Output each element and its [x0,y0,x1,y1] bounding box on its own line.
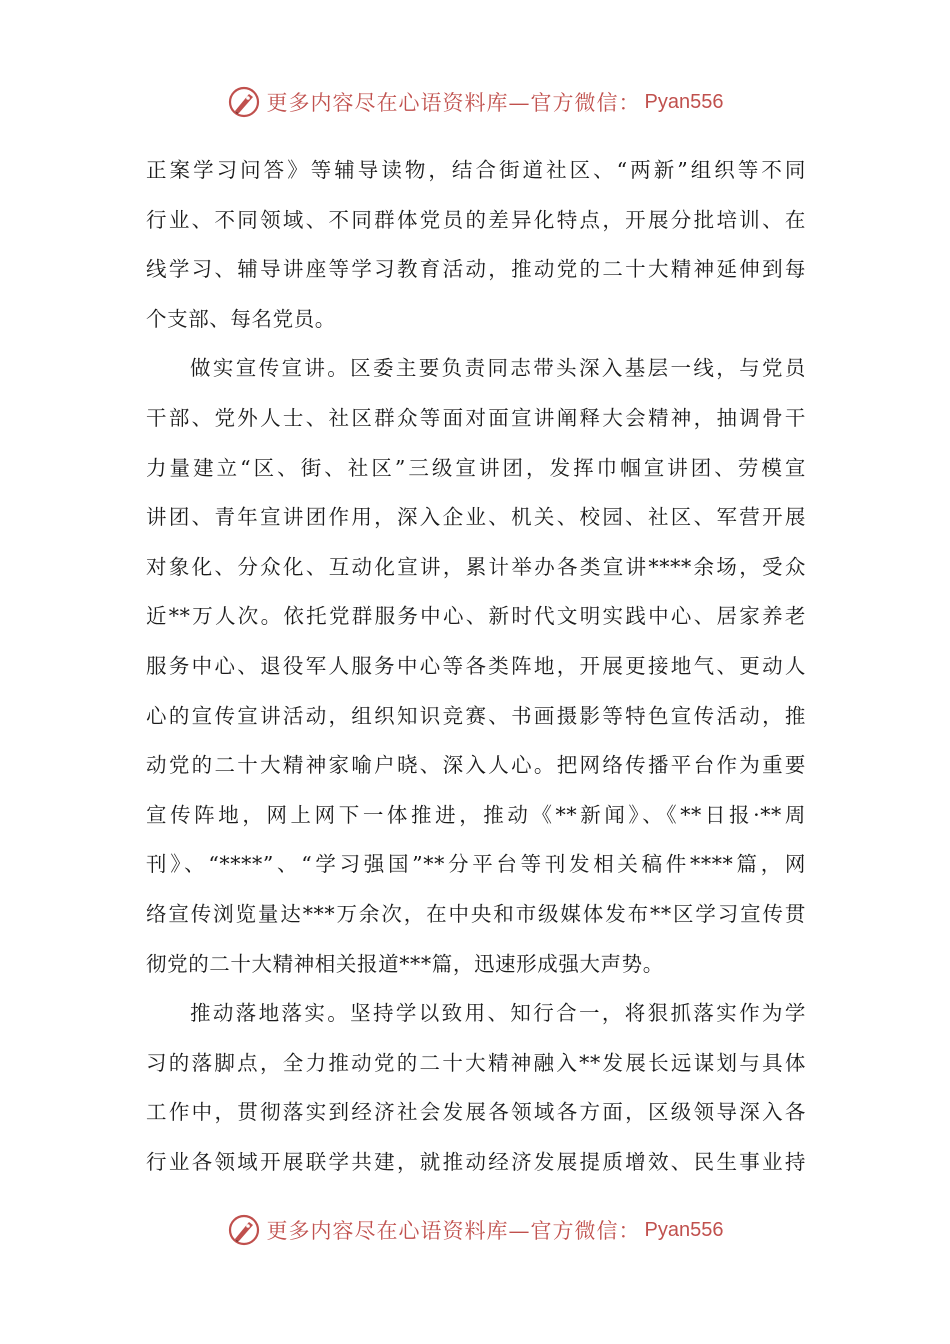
text-line: 个支部、每名党员。 [146,306,336,331]
text-line: 做实宣传宣讲。区委主要负责同志带头深入基层一线，与党员 [190,356,806,381]
text-line: 讲团、青年宣讲团作用，深入企业、机关、校园、社区、军营开展 [146,505,806,530]
text-line: 正案学习问答》等辅导读物，结合街道社区、“两新”组织等不同 [146,158,806,182]
text-line: 对象化、分众化、互动化宣讲，累计举办各类宣讲****余场，受众 [146,554,806,579]
text-line: 推动落地落实。坚持学以致用、知行合一，将狠抓落实作为学 [190,1001,806,1026]
text-line: 工作中，贯彻落实到经济社会发展各领域各方面，区级领导深入各 [146,1100,806,1125]
text-line: 行业各领域开展联学共建，就推动经济发展提质增效、民生事业持 [146,1149,806,1174]
paragraph [146,989,806,1187]
text-line: 习的落脚点，全力推动党的二十大精神融入**发展长远谋划与具体 [146,1050,806,1075]
banner-text: 更多内容尽在心语资料库—官方微信： [266,1219,641,1243]
text-line: 干部、党外人士、社区群众等面对面宣讲阐释大会精神，抽调骨干 [146,405,806,430]
text-line: 力量建立“区、街、社区”三级宣讲团，发挥巾帼宣讲团、劳模宣 [146,455,806,480]
wechat-id: Pyan556 [644,1218,724,1241]
banner-text: 更多内容尽在心语资料库—官方微信： [266,91,641,115]
text-line: 宣传阵地，网上网下一体推进，推动《**新闻》、《**日报·**周 [146,802,806,827]
text-line: 刊》、“****”、“学习强国”**分平台等刊发相关稿件****篇，网 [146,852,806,877]
text-line: 线学习、辅导讲座等学习教育活动，推动党的二十大精神延伸到每 [146,257,806,282]
paragraph [146,146,806,344]
wechat-id: Pyan556 [644,90,724,113]
text-line: 心的宣传宣讲活动，组织知识竞赛、书画摄影等特色宣传活动，推 [146,703,806,728]
text-line: 彻党的二十大精神相关报道***篇，迅速形成强大声势。 [146,951,664,976]
document-body [146,146,806,1187]
text-line: 行业、不同领域、不同群体党员的差异化特点，开展分批培训、在 [146,207,806,232]
text-line: 近**万人次。依托党群服务中心、新时代文明实践中心、居家养老 [146,604,806,629]
text-line: 动党的二十大精神家喻户晓、深入人心。把网络传播平台作为重要 [146,753,806,778]
footer-banner [0,1208,950,1252]
pen-nib-icon [227,85,261,119]
text-line: 络宣传浏览量达***万余次，在中央和市级媒体发布**区学习宣传贯 [146,901,806,926]
header-banner [0,80,950,124]
pen-nib-icon [227,1213,261,1247]
paragraph [146,344,806,989]
text-line: 服务中心、退役军人服务中心等各类阵地，开展更接地气、更动人 [146,653,806,678]
